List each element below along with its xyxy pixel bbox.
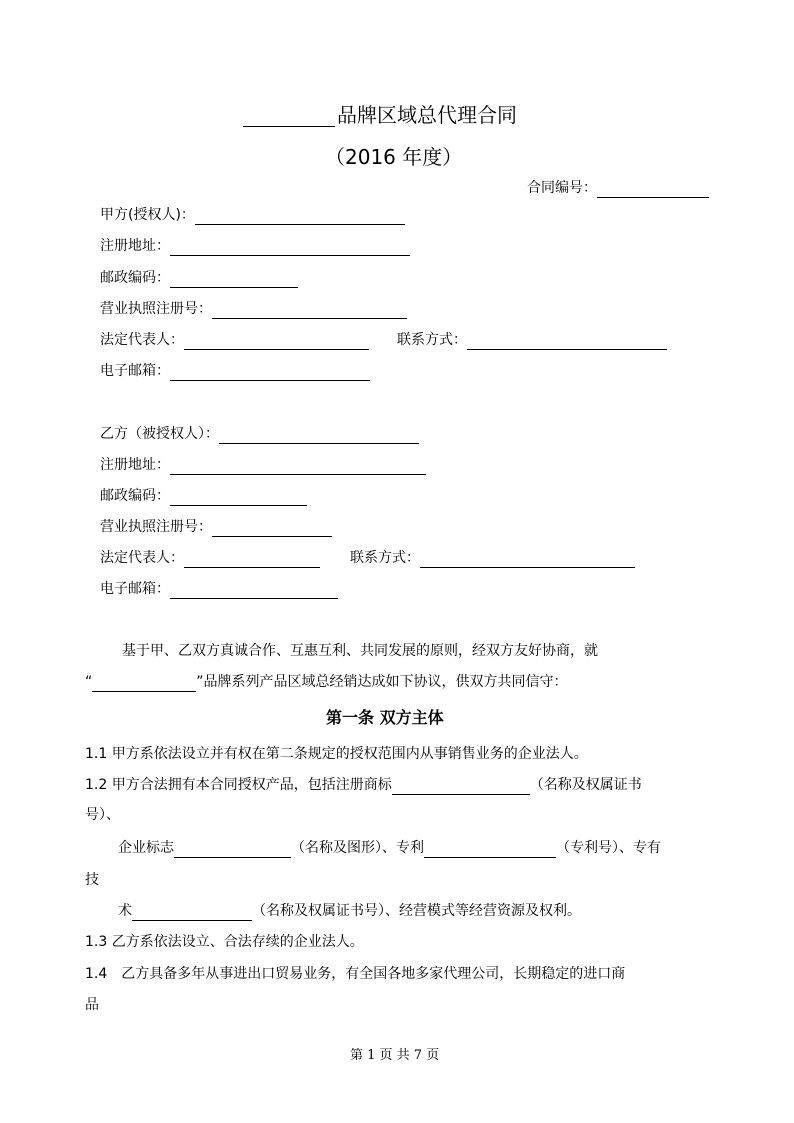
party-b-contact-label: 联系方式：: [350, 550, 420, 566]
party-a-name-row: [100, 205, 405, 225]
party-b-address-label: 注册地址：: [100, 457, 170, 473]
clause-1-2-part-b: （名称及权属证书: [529, 777, 642, 793]
party-a-legal-rep-label: 法定代表人：: [100, 332, 184, 348]
brand-name-field[interactable]: [92, 675, 196, 692]
party-a-email-row: [100, 361, 370, 381]
article-1-heading: 第一条 双方主体: [326, 708, 444, 727]
clause-1-2-line-5: [118, 901, 581, 921]
party-b-contact-row: [350, 548, 635, 568]
page-footer: 第 1 页 共 7 页: [350, 1048, 440, 1063]
contract-no-field[interactable]: [597, 181, 709, 198]
company-logo-field[interactable]: [174, 841, 291, 858]
know-how-field[interactable]: [132, 904, 252, 921]
party-b-email-label: 电子邮箱：: [100, 581, 170, 597]
clause-1-2-part-a: 1.2 甲方合法拥有本合同授权产品，包括注册商标: [85, 777, 392, 793]
preamble-line-2-text: ”品牌系列产品区域总经销达成如下协议，供双方共同信守：: [196, 674, 568, 690]
party-b-postcode-field[interactable]: [170, 489, 307, 506]
party-a-contact-row: [397, 330, 667, 350]
party-b-legal-rep-field[interactable]: [184, 551, 320, 568]
party-a-email-field[interactable]: [170, 364, 370, 381]
party-b-license-row: [100, 517, 332, 537]
clause-1-2-line-1: [85, 775, 642, 795]
party-a-postcode-field[interactable]: [170, 271, 298, 288]
party-a-license-row: [100, 299, 407, 319]
party-a-email-label: 电子邮箱：: [100, 363, 170, 379]
party-a-address-row: [100, 236, 410, 256]
party-b-legal-rep-label: 法定代表人：: [100, 550, 184, 566]
party-b-contact-field[interactable]: [420, 551, 635, 568]
preamble-open-quote: “: [85, 674, 93, 690]
party-a-license-label: 营业执照注册号：: [100, 301, 212, 317]
party-a-name-field[interactable]: [195, 208, 405, 225]
party-a-address-field[interactable]: [170, 239, 410, 256]
patent-field[interactable]: [424, 841, 556, 858]
party-a-license-field[interactable]: [212, 302, 407, 319]
preamble-line-1: 基于甲、乙双方真诚合作、互惠互利、共同发展的原则，经双方友好协商，就: [122, 643, 598, 659]
party-b-postcode-row: [100, 486, 307, 506]
page-title: 品牌区域总代理合同: [337, 103, 517, 127]
clause-1-4-line-1: 1.4 乙方具备多年从事进出口贸易业务，有全国各地多家代理公司，长期稳定的进口商: [85, 966, 626, 982]
party-b-address-field[interactable]: [170, 458, 426, 475]
party-a-name-label: 甲方(授权人)：: [100, 207, 195, 223]
clause-1-2-line-2: 号）、: [85, 807, 120, 823]
clause-1-2-part-d: 企业标志: [118, 840, 174, 856]
party-b-postcode-label: 邮政编码：: [100, 488, 170, 504]
party-a-contact-field[interactable]: [467, 333, 667, 350]
party-b-address-row: [100, 455, 426, 475]
party-a-contact-label: 联系方式：: [397, 332, 467, 348]
clause-1-2-line-3: [118, 838, 661, 858]
party-b-name-row: [100, 424, 419, 444]
party-a-address-label: 注册地址：: [100, 238, 170, 254]
clause-1-2-part-e: （名称及图形）、专利: [291, 840, 424, 856]
party-b-license-label: 营业执照注册号：: [100, 519, 212, 535]
clause-1-2-part-h: 术: [118, 903, 132, 919]
clause-1-4-line-2: 品: [85, 997, 99, 1013]
party-a-legal-rep-row: [100, 330, 369, 350]
clause-1-2-line-4: 技: [85, 872, 99, 888]
party-b-email-row: [100, 579, 338, 599]
party-b-license-field[interactable]: [212, 520, 332, 537]
party-a-postcode-label: 邮政编码：: [100, 270, 170, 286]
clause-1-2-part-f: （专利号）、专有: [556, 840, 661, 856]
contract-no-row: [527, 178, 709, 198]
preamble-line-2: [85, 672, 568, 692]
party-b-name-label: 乙方（被授权人）：: [100, 426, 219, 442]
year-subtitle: （2016 年度）: [325, 145, 463, 169]
clause-1-2-part-i: （名称及权属证书号）、经营模式等经营资源及权利。: [252, 903, 581, 919]
contract-no-label: 合同编号：: [527, 180, 597, 196]
party-b-legal-rep-row: [100, 548, 320, 568]
party-a-postcode-row: [100, 268, 298, 288]
party-b-email-field[interactable]: [170, 582, 338, 599]
party-b-name-field[interactable]: [219, 427, 419, 444]
clause-1-3: 1.3 乙方系依法设立、合法存续的企业法人。: [85, 934, 364, 950]
clause-1-1: 1.1 甲方系依法设立并有权在第二条规定的授权范围内从事销售业务的企业法人。: [85, 746, 588, 762]
title-blank: [243, 108, 335, 127]
party-a-legal-rep-field[interactable]: [184, 333, 369, 350]
trademark-field[interactable]: [392, 778, 530, 795]
